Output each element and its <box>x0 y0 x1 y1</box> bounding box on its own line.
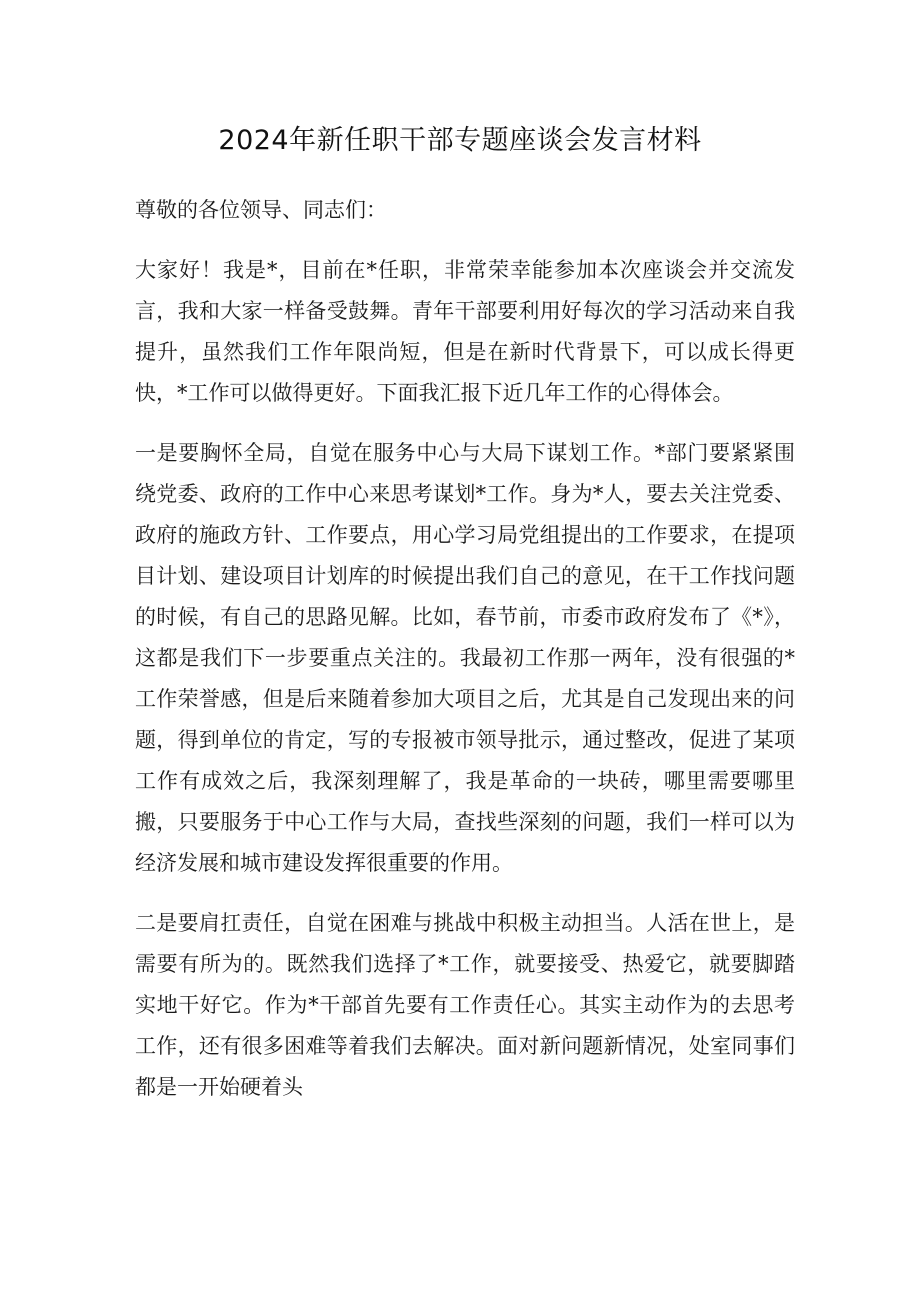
paragraph-point-one: 一是要胸怀全局，自觉在服务中心与大局下谋划工作。*部门要紧紧围绕党委、政府的工作中心来思考谋划*工作。身为*人，要去关注党委、政府的施政方针、工作要点，用心学习局党组提出的工作要求，在提项目计划、建设项目计划库的时候提出我们自己的意见，在干工作找问题的时候，有自己的思路见解。比如，春节前，市委市政府发布了《*》，这都是我们下一步要重点关注的。我最初工作那一两年，没有很强的*工作荣誉感，但是后来随着参加大项目之后，尤其是自己发现出来的问题，得到单位的肯定，写的专报被市领导批示，通过整改，促进了某项工作有成效之后，我深刻理解了，我是革命的一块砖，哪里需要哪里搬，只要服务于中心工作与大局，查找些深刻的问题，我们一样可以为经济发展和城市建设发挥很重要的作用。 <box>135 441 795 875</box>
salutation: 尊敬的各位领导、同志们： <box>135 198 387 222</box>
paragraph-intro: 大家好！我是*，目前在*任职，非常荣幸能参加本次座谈会并交流发言，我和大家一样备受鼓舞。青年干部要利用好每次的学习活动来自我提升，虽然我们工作年限尚短，但是在新时代背景下，可以成长得更快，*工作可以做得更好。下面我汇报下近几年工作的心得体会。 <box>135 258 795 405</box>
document-body <box>135 190 795 1108</box>
document-title: 2024年新任职干部专题座谈会发言材料 <box>218 125 702 156</box>
paragraph-point-two: 二是要肩扛责任，自觉在困难与挑战中积极主动担当。人活在世上，是需要有所为的。既然我们选择了*工作，就要接受、热爱它，就要脚踏实地干好它。作为*干部首先要有工作责任心。其实主动作为的去思考工作，还有很多困难等着我们去解决。面对新问题新情况，处室同事们都是一开始硬着头 <box>135 911 795 1099</box>
